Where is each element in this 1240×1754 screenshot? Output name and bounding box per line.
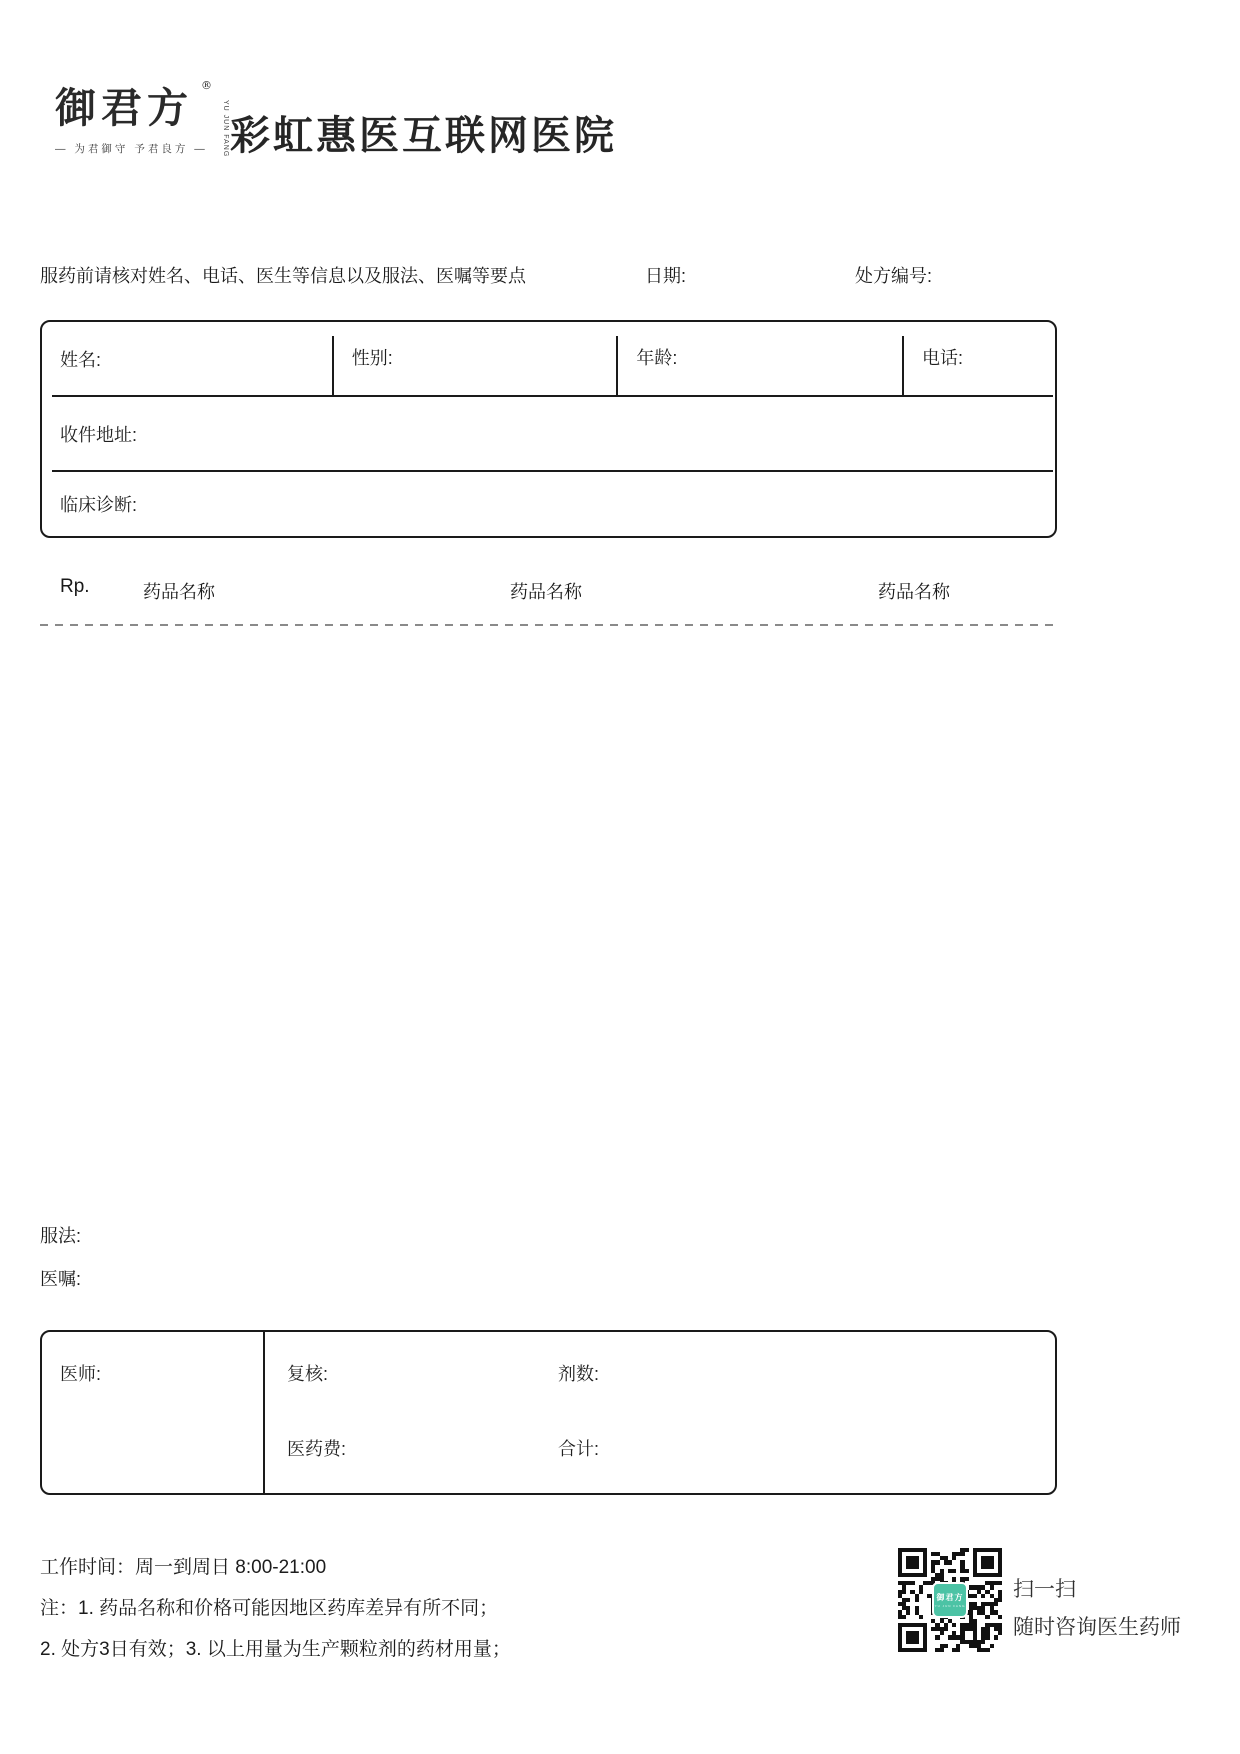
fee-field: 医药费: [287, 1439, 347, 1459]
work-hours-text: 工作时间：周一到周日 8:00-21:00 [40, 1557, 327, 1578]
rp-label: Rp. [60, 576, 90, 597]
reviewer-field: 复核: [287, 1364, 329, 1384]
advice-field: 医嘱: [40, 1269, 82, 1289]
age-field: 年龄: [616, 336, 902, 395]
note-line: 2. 处方3日有效；3. 以上用量为生产颗粒剂的药材用量； [40, 1639, 511, 1660]
diagnosis-field: 临床诊断: [60, 495, 138, 515]
qr-center-sublabel: YU JUN FANG [934, 1604, 966, 1608]
address-field: 收件地址: [60, 424, 138, 445]
drug-name-column-header: 药品名称 [878, 582, 950, 602]
qr-center-logo [932, 1582, 968, 1618]
qr-center-label: 御君方 [936, 1593, 964, 1602]
signature-box [40, 1330, 1057, 1495]
patient-info-box [40, 320, 1057, 538]
total-field: 合计: [558, 1439, 600, 1459]
scan-subtitle: 随时咨询医生药师 [1013, 1616, 1181, 1639]
brand-logo [55, 79, 229, 158]
qr-code [898, 1548, 1002, 1652]
name-field: 姓名: [60, 349, 102, 370]
brand-tagline: — 为君御守 予君良方 — [55, 143, 208, 156]
physician-field: 医师: [42, 1332, 265, 1493]
patient-row-basic [42, 322, 1055, 395]
date-label: 日期: [645, 266, 687, 286]
drug-name-column-header: 药品名称 [143, 582, 215, 602]
phone-field: 电话: [902, 336, 1055, 395]
doses-field: 剂数: [558, 1364, 600, 1384]
drug-name-column-header: 药品名称 [510, 582, 582, 602]
dashed-separator [40, 624, 1053, 626]
brand-text: 御君方 [55, 84, 193, 132]
registered-trademark-icon: ® [201, 79, 217, 92]
gender-field: 性别: [332, 336, 617, 395]
hospital-title: 彩虹惠医互联网医院 [230, 114, 617, 158]
note-line: 注：1. 药品名称和价格可能因地区药库差异有所不同； [40, 1598, 499, 1619]
usage-field: 服法: [40, 1226, 82, 1246]
review-section [265, 1332, 1055, 1493]
rx-number-label: 处方编号: [855, 266, 933, 286]
scan-title: 扫一扫 [1013, 1578, 1076, 1601]
verification-notice: 服药前请核对姓名、电话、医生等信息以及服法、医嘱等要点 [40, 266, 526, 286]
brand-pinyin: YU JUN FANG [222, 100, 229, 158]
